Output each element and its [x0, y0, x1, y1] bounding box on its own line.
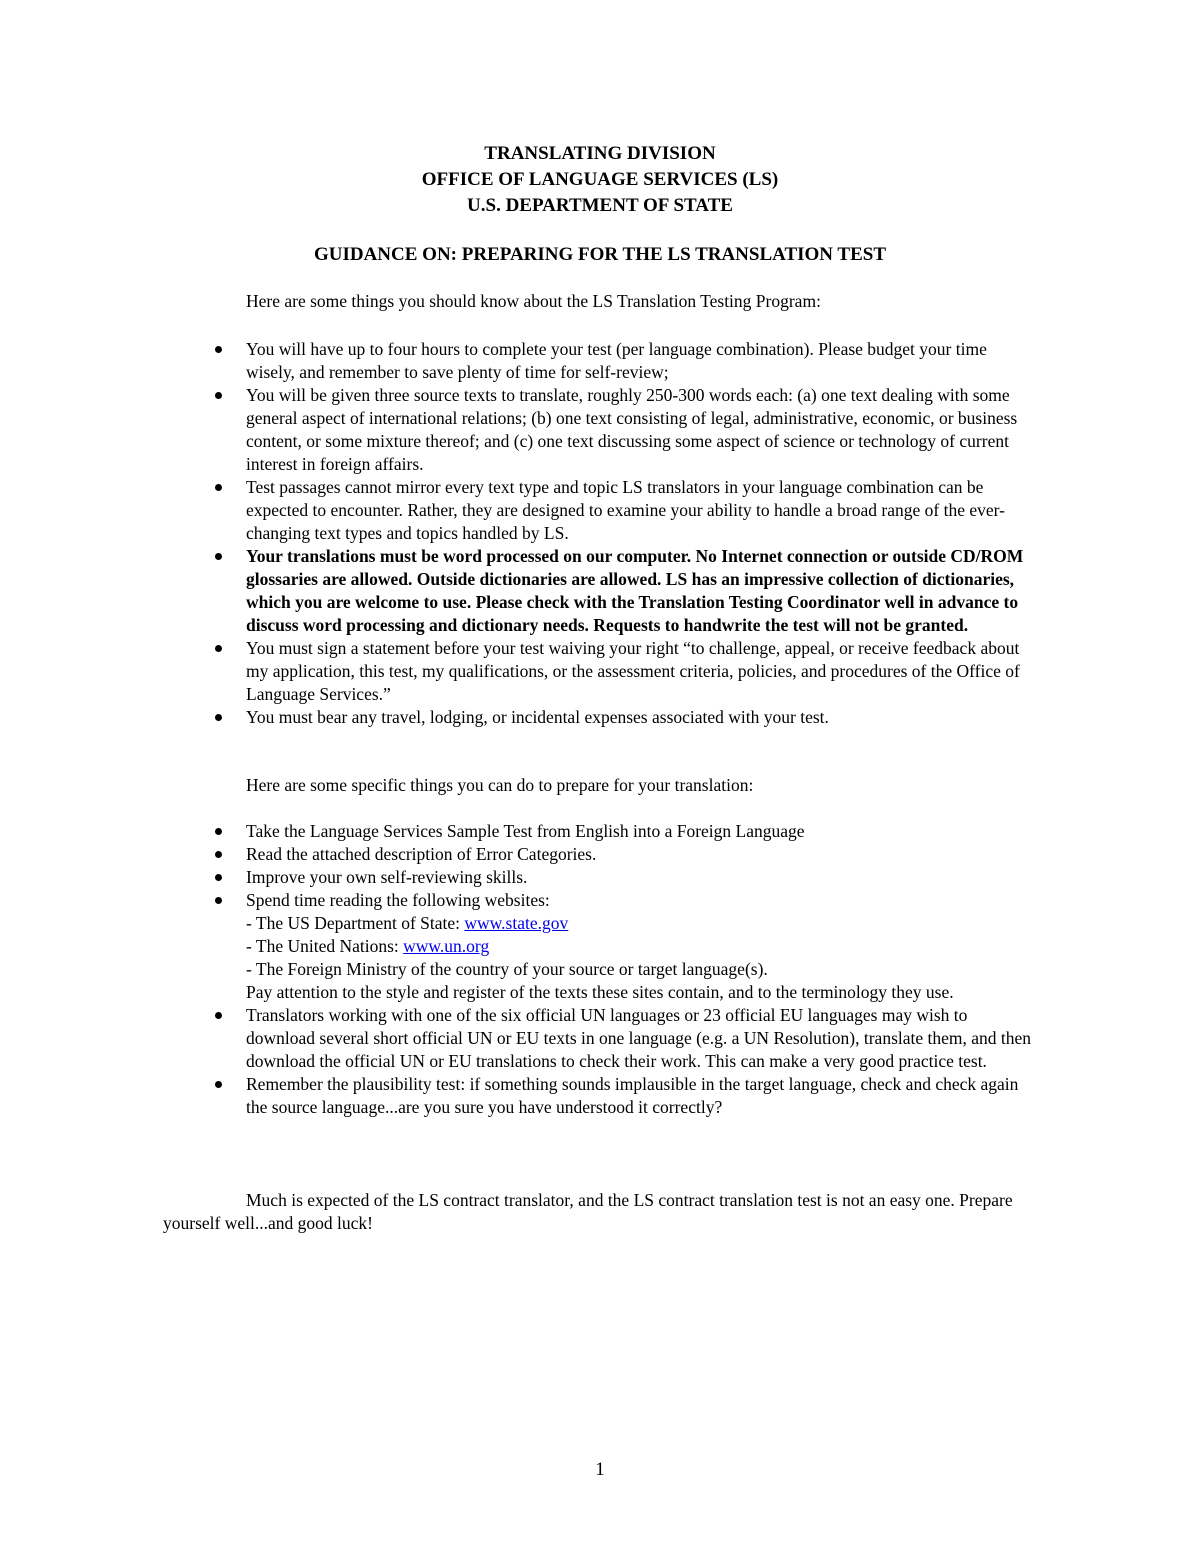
bullet-icon: [211, 866, 225, 889]
intro-paragraph-2: Here are some specific things you can do to prepare for your translation:: [246, 775, 754, 795]
bullet-icon: [211, 1073, 225, 1096]
list-item: You must sign a statement before your test waiving your right “to challenge, appeal, or receive feedback about my application, this test, my qualifications, or the assessment criteria, policies, and procedures of the Office of Language Services.”: [246, 637, 1036, 706]
office-title: OFFICE OF LANGUAGE SERVICES (LS): [421, 169, 779, 190]
un-org-link[interactable]: www.un.org: [403, 936, 490, 956]
program-facts-list: [246, 338, 1036, 729]
bullet-icon: [211, 338, 225, 361]
preparation-tips-list: [246, 820, 1036, 1119]
bullet-icon: [211, 1004, 225, 1027]
department-title: U.S. DEPARTMENT OF STATE: [467, 195, 733, 216]
list-item: Improve your own self-reviewing skills.: [246, 866, 1036, 889]
bullet-icon: [211, 545, 225, 568]
website-line-state: - The US Department of State: www.state.gov: [246, 913, 569, 933]
closing-paragraph: Much is expected of the LS contract translator, and the LS contract translation test is not an easy one. Prepare yourself well...and good luck!: [163, 1190, 1013, 1233]
list-item: You will be given three source texts to translate, roughly 250-300 words each: (a) one text dealing with some general aspect of international relations; (b) one text consisting of legal, administrative, economic, or business content, or some mixture thereof; and (c) one text discussing some aspect of science or technology of current interest in foreign affairs.: [246, 384, 1036, 476]
division-title: TRANSLATING DIVISION: [484, 143, 716, 164]
document-header: [0, 141, 1200, 219]
list-item: Spend time reading the following websites: - The US Department of State: www.state.gov - The United Nations: www.un.org - The Foreign Ministry of the country of your source or target language(s). Pay attention to the style and register of the texts these sites contain, and to the terminology they use.: [246, 889, 1036, 1004]
guidance-title: GUIDANCE ON: PREPARING FOR THE LS TRANSLATION TEST: [313, 244, 887, 265]
list-item: You will have up to four hours to complete your test (per language combination). Please budget your time wisely, and remember to save plenty of time for self-review;: [246, 338, 1036, 384]
website-line-foreign-ministry: - The Foreign Ministry of the country of your source or target language(s).: [246, 959, 768, 979]
website-line-un: - The United Nations: www.un.org: [246, 936, 490, 956]
page-number: 1: [595, 1459, 605, 1480]
bullet-icon: [211, 889, 225, 912]
list-item: Test passages cannot mirror every text type and topic LS translators in your language combination can be expected to encounter. Rather, they are designed to examine your ability to handle a broad range of the ever-changing text types and topics handled by LS.: [246, 476, 1036, 545]
list-item: Read the attached description of Error Categories.: [246, 843, 1036, 866]
website-advice: Pay attention to the style and register of the texts these sites contain, and to the terminology they use.: [246, 982, 954, 1002]
bullet-icon: [211, 820, 225, 843]
list-item: Take the Language Services Sample Test from English into a Foreign Language: [246, 820, 1036, 843]
intro-paragraph-1: Here are some things you should know about the LS Translation Testing Program:: [246, 291, 821, 311]
list-item: You must bear any travel, lodging, or incidental expenses associated with your test.: [246, 706, 1036, 729]
list-item: Translators working with one of the six official UN languages or 23 official EU languages may wish to download several short official UN or EU texts in one language (e.g. a UN Resolution), translate them, and then download the official UN or EU translations to check their work. This can make a very good practice test.: [246, 1004, 1036, 1073]
bullet-icon: [211, 843, 225, 866]
list-item: Your translations must be word processed on our computer. No Internet connection or outside CD/ROM glossaries are allowed. Outside dictionaries are allowed. LS has an impressive collection of dictionaries, which you are welcome to use. Please check with the Translation Testing Coordinator well in advance to discuss word processing and dictionary needs. Requests to handwrite the test will not be granted.: [246, 545, 1036, 637]
list-item: Remember the plausibility test: if something sounds implausible in the target language, check and check again the source language...are you sure you have understood it correctly?: [246, 1073, 1036, 1119]
bullet-icon: [211, 637, 225, 660]
bullet-icon: [211, 384, 225, 407]
bullet-icon: [211, 476, 225, 499]
bullet-icon: [211, 706, 225, 729]
state-gov-link[interactable]: www.state.gov: [464, 913, 569, 933]
